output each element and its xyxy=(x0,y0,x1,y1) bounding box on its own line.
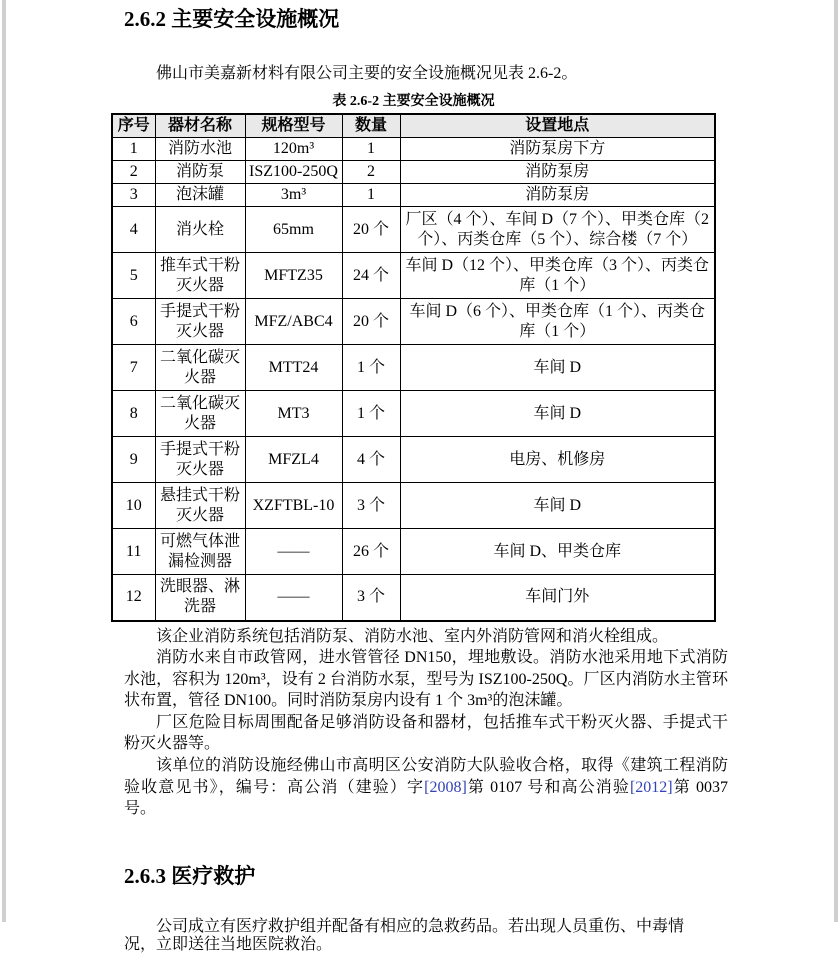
cell-qty: 3 个 xyxy=(342,575,400,621)
cell-qty: 20 个 xyxy=(342,207,400,253)
table-row xyxy=(112,161,715,184)
cell-name: 洗眼器、淋洗器 xyxy=(155,575,245,621)
cell-place: 车间 D xyxy=(400,391,715,437)
body-paragraphs xyxy=(124,626,728,820)
cell-place: 车间 D（6 个）、甲类仓库（1 个）、丙类仓库（1 个） xyxy=(400,299,715,345)
doc-number-2012: [2012] xyxy=(629,778,673,796)
header-cell-name: 器材名称 xyxy=(155,114,245,138)
safety-facilities-table xyxy=(111,113,716,622)
table-caption: 表 2.6-2 主要安全设施概况 xyxy=(332,94,495,109)
cell-spec: —— xyxy=(245,529,342,575)
cell-name: 可燃气体泄漏检测器 xyxy=(155,529,245,575)
acceptance-text: 第 0107 号和高公消验 xyxy=(466,778,630,796)
table-row xyxy=(112,483,715,529)
paragraph-fire-system: 该企业消防系统包括消防泵、消防水池、室内外消防管网和消火栓组成。 xyxy=(156,627,669,645)
cell-no: 3 xyxy=(112,184,155,207)
cell-place: 车间 D xyxy=(400,345,715,391)
cell-spec: 65mm xyxy=(245,207,342,253)
cell-qty: 2 xyxy=(342,161,400,184)
cell-no: 10 xyxy=(112,483,155,529)
header-cell-qty: 数量 xyxy=(342,114,400,138)
page-edge-left xyxy=(2,0,6,922)
cell-qty: 3 个 xyxy=(342,483,400,529)
cell-place: 电房、机修房 xyxy=(400,437,715,483)
table-row xyxy=(112,391,715,437)
doc-number-2008: [2008] xyxy=(424,778,467,796)
table-row xyxy=(112,575,715,621)
cell-no: 2 xyxy=(112,161,155,184)
cell-spec: MFZ/ABC4 xyxy=(245,299,342,345)
paragraph-fire-water: 消防水来自市政管网，进水管管径 DN150，埋地敷设。消防水池采用地下式消防水池，容积为 120m³，设有 2 台消防水泵，型号为 ISZ100-250Q。厂区内消防水主管环状布置，管径 DN100。同时消防泵房内设有 1 个 3m³的泡沫罐。 xyxy=(124,649,728,710)
table-row xyxy=(112,299,715,345)
acceptance-text: 第 0037 号。 xyxy=(124,778,728,818)
page-content xyxy=(117,0,728,953)
cell-spec: MFTZ35 xyxy=(245,253,342,299)
cell-spec: ISZ100-250Q xyxy=(245,161,342,184)
cell-name: 手提式干粉灭火器 xyxy=(155,299,245,345)
table-row xyxy=(112,207,715,253)
cell-spec: MTT24 xyxy=(245,345,342,391)
cell-name: 消火栓 xyxy=(155,207,245,253)
cell-no: 11 xyxy=(112,529,155,575)
page-edge-right xyxy=(834,0,838,922)
header-cell-place: 设置地点 xyxy=(400,114,715,138)
cell-qty: 24 个 xyxy=(342,253,400,299)
cell-no: 7 xyxy=(112,345,155,391)
section-heading-263: 2.6.3 医疗救护 xyxy=(124,863,256,888)
header-cell-no: 序号 xyxy=(112,114,155,138)
cell-no: 8 xyxy=(112,391,155,437)
medical-paragraph-clipped-line: 况，立即送往当地医院救治。 xyxy=(124,936,333,953)
table-row xyxy=(112,529,715,575)
cell-name: 悬挂式干粉灭火器 xyxy=(155,483,245,529)
cell-no: 9 xyxy=(112,437,155,483)
cell-qty: 1 xyxy=(342,184,400,207)
table-row xyxy=(112,437,715,483)
cell-place: 车间 D xyxy=(400,483,715,529)
cell-no: 4 xyxy=(112,207,155,253)
cell-no: 12 xyxy=(112,575,155,621)
cell-place: 厂区（4 个）、车间 D（7 个）、甲类仓库（2 个）、丙类仓库（5 个）、综合楼（7 个） xyxy=(400,207,715,253)
table-row xyxy=(112,253,715,299)
paragraph-acceptance xyxy=(124,755,728,820)
table-row xyxy=(112,138,715,161)
cell-place: 车间 D、甲类仓库 xyxy=(400,529,715,575)
cell-spec: XZFTBL-10 xyxy=(245,483,342,529)
cell-qty: 4 个 xyxy=(342,437,400,483)
intro-paragraph: 佛山市美嘉新材料有限公司主要的安全设施概况见表 2.6-2。 xyxy=(156,65,578,82)
medical-paragraph-line1: 公司成立有医疗救护组并配备有相应的急救药品。若出现人员重伤、中毒情 xyxy=(156,917,685,935)
cell-spec: 120m³ xyxy=(245,138,342,161)
cell-qty: 1 xyxy=(342,138,400,161)
cell-name: 手提式干粉灭火器 xyxy=(155,437,245,483)
cell-name: 消防水池 xyxy=(155,138,245,161)
cell-name: 消防泵 xyxy=(155,161,245,184)
cell-spec: MT3 xyxy=(245,391,342,437)
cell-name: 泡沫罐 xyxy=(155,184,245,207)
cell-place: 消防泵房 xyxy=(400,184,715,207)
table-row xyxy=(112,345,715,391)
cell-qty: 1 个 xyxy=(342,345,400,391)
paragraph-equipment: 厂区危险目标周围配备足够消防设备和器材，包括推车式干粉灭火器、手提式干粉灭火器等。 xyxy=(124,713,728,753)
cell-spec: MFZL4 xyxy=(245,437,342,483)
cell-qty: 1 个 xyxy=(342,391,400,437)
cell-place: 车间 D（12 个）、甲类仓库（3 个）、丙类仓库（1 个） xyxy=(400,253,715,299)
table-row xyxy=(112,184,715,207)
cell-spec: —— xyxy=(245,575,342,621)
cell-name: 二氧化碳灭火器 xyxy=(155,345,245,391)
cell-qty: 20 个 xyxy=(342,299,400,345)
cell-place: 消防泵房下方 xyxy=(400,138,715,161)
cell-place: 消防泵房 xyxy=(400,161,715,184)
cell-no: 5 xyxy=(112,253,155,299)
cell-qty: 26 个 xyxy=(342,529,400,575)
header-cell-spec: 规格型号 xyxy=(245,114,342,138)
table-header-row xyxy=(112,114,715,138)
cell-name: 推车式干粉灭火器 xyxy=(155,253,245,299)
cell-spec: 3m³ xyxy=(245,184,342,207)
cell-name: 二氧化碳灭火器 xyxy=(155,391,245,437)
cell-no: 1 xyxy=(112,138,155,161)
acceptance-text: 该单位的消防设施经佛山市高明区公安消防大队验收合格，取得《建筑工程消防验收意见书》，编号：高公消（建验）字 xyxy=(124,757,728,796)
cell-no: 6 xyxy=(112,299,155,345)
cell-place: 车间门外 xyxy=(400,575,715,621)
section-heading-262: 2.6.2 主要安全设施概况 xyxy=(124,7,340,31)
